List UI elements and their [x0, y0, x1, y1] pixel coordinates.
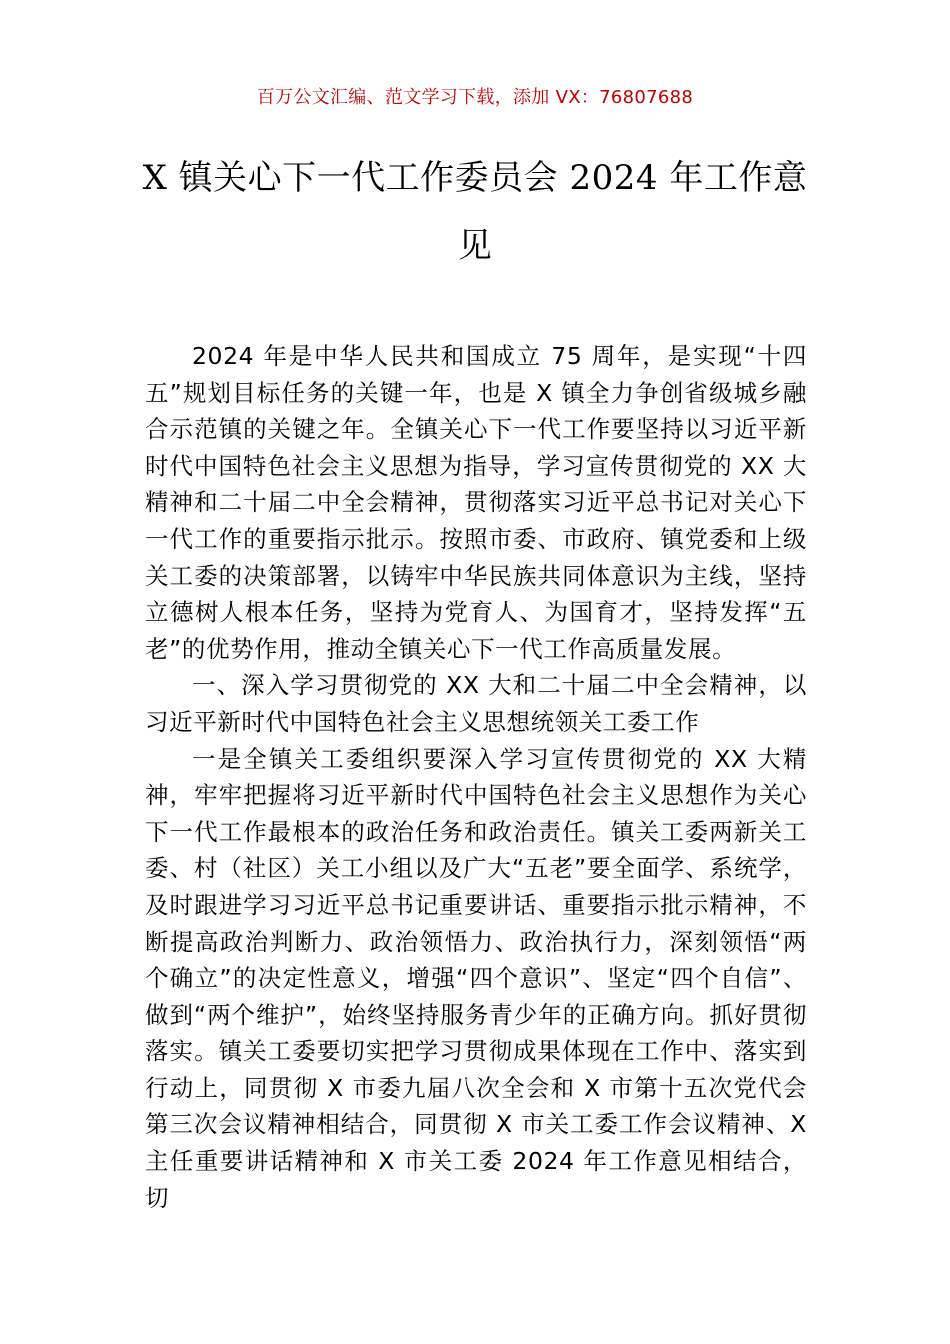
- document-body: [145, 338, 807, 1216]
- header-note: 百万公文汇编、范文学习下载，添加 VX：76807688: [256, 87, 694, 108]
- section-heading-1: 一、深入学习贯彻党的 XX 大和二十届二中全会精神，以习近平新时代中国特色社会主义思想统领关工委工作: [145, 671, 807, 736]
- paragraph-intro: 2024 年是中华人民共和国成立 75 周年，是实现“十四五”规划目标任务的关键一年，也是 X 镇全力争创省级城乡融合示范镇的关键之年。全镇关心下一代工作要坚持以习近平新时代中国特色社会主义思想为指导，学习宣传贯彻党的 XX 大精神和二十届二中全会精神，贯彻落实习近平总书记对关心下一代工作的重要指示批示。按照市委、市政府、镇党委和上级关工委的决策部署，以铸牢中华民族共同体意识为主线，坚持立德树人根本任务，坚持为党育人、为国育才，坚持发挥“五老”的优势作用，推动全镇关心下一代工作高质量发展。: [145, 342, 807, 663]
- title-line-1: X 镇关心下一代工作委员会 2024 年工作意: [142, 158, 808, 198]
- title-line-2: 见: [457, 226, 493, 266]
- paragraph-section-1-item-1: 一是全镇关工委组织要深入学习宣传贯彻党的 XX 大精神，牢牢把握将习近平新时代中国特色社会主义思想作为关心下一代工作最根本的政治任务和政治责任。镇关工委两新关工委、村（社区）关工小组以及广大“五老”要全面学、系统学，及时跟进学习习近平总书记重要讲话、重要指示批示精神，不断提高政治判断力、政治领悟力、政治执行力，深刻领悟“两个确立”的决定性意义，增强“四个意识”、坚定“四个自信”、做到“两个维护”，始终坚持服务青少年的正确方向。抓好贯彻落实。镇关工委要切实把学习贯彻成果体现在工作中、落实到行动上，同贯彻 X 市委九届八次全会和 X 市第十五次党代会第三次会议精神相结合，同贯彻 X 市关工委工作会议精神、X 主任重要讲话精神和 X 市关工委 2024 年工作意见相结合，切: [145, 744, 807, 1212]
- document-title: [120, 152, 830, 288]
